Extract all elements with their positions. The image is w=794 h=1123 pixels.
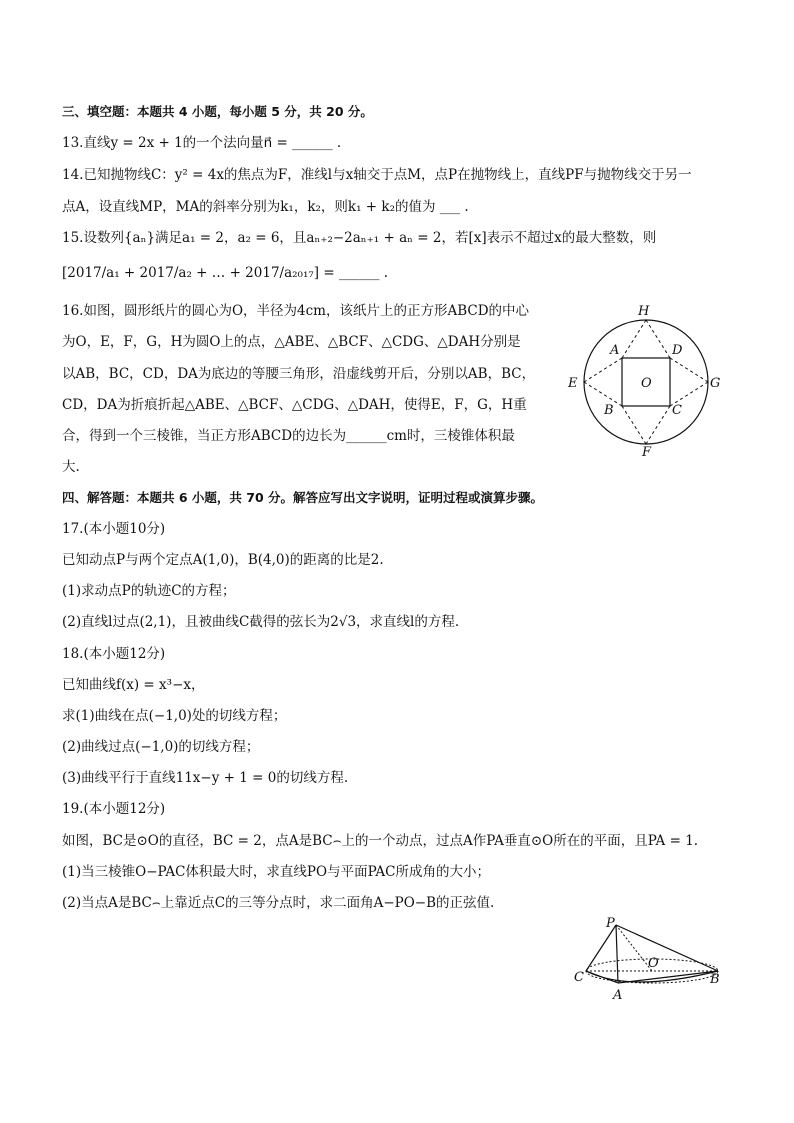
label-c: C: [672, 403, 682, 418]
section-4-title: 四、解答题：本题共 6 小题，共 70 分。解答应写出文字说明，证明过程或演算步骤。: [62, 490, 544, 505]
question-17-header: 17.(本小题10分): [62, 521, 166, 537]
question-15-line-1: 15.设数列{aₙ}满足a₁ = 2，a₂ = 6，且aₙ₊₂−2aₙ₊₁ + aₙ = 2，若[x]表示不超过x的最大整数，则: [62, 230, 657, 246]
label-o: O: [641, 376, 652, 391]
question-19-part-1: (1)当三棱锥O−PAC体积最大时，求直线PO与平面PAC所成角的大小；: [62, 864, 490, 880]
label-a: A: [610, 343, 620, 358]
question-16-line-1: 16.如图，圆形纸片的圆心为O，半径为4cm，该纸片上的正方形ABCD的中心: [62, 303, 530, 319]
question-14-line-1: 14.已知抛物线C：y² = 4x的焦点为F，准线l与x轴交于点M，点P在抛物线上，直线PF与抛物线交于另一: [62, 167, 692, 183]
question-17-part-2: (2)直线l过点(2,1)，且被曲线C截得的弦长为2√3，求直线l的方程.: [62, 614, 460, 630]
question-13: 13.直线y = 2x + 1的一个法向量n⃗ = ______ .: [62, 135, 342, 151]
section-3-title: 三、填空题：本题共 4 小题，每小题 5 分，共 20 分。: [62, 104, 373, 119]
question-15-line-2: [2017/a₁ + 2017/a₂ + … + 2017/a₂₀₁₇] = ______ .: [62, 265, 389, 281]
question-18-part-2: (2)曲线过点(−1,0)的切线方程；: [62, 739, 260, 755]
circle-base-front: [586, 971, 718, 982]
question-14-line-2: 点A，设直线MP，MA的斜率分别为k₁，k₂，则k₁ + k₂的值为 ___ .: [62, 199, 469, 215]
question-18-line-1: 已知曲线f(x) = x³−x，: [62, 677, 205, 693]
question-16-line-6: 大.: [62, 459, 80, 475]
figure-16-circle-square: [560, 298, 730, 458]
question-19-part-2: (2)当点A是BC⌢上靠近点C的三等分点时，求二面角A−PO−B的正弦值.: [62, 895, 495, 911]
label-g: G: [710, 376, 721, 391]
question-17-line-1: 已知动点P与两个定点A(1,0)，B(4,0)的距离的比是2.: [62, 552, 384, 568]
edge-pb: [616, 925, 718, 971]
question-19-line-1: 如图，BC是⊙O的直径，BC = 2，点A是BC⌢上的一个动点，过点A作PA垂直⊙O所在的平面，且PA = 1.: [62, 833, 699, 849]
question-19-header: 19.(本小题12分): [62, 801, 166, 817]
question-18-part-1: 求(1)曲线在点(−1,0)处的切线方程；: [62, 708, 287, 724]
edge-pa: [616, 925, 618, 983]
figure-19-cone: [570, 915, 730, 1005]
label-c: C: [574, 970, 584, 985]
label-e: E: [568, 376, 578, 391]
label-h: H: [638, 304, 650, 319]
edge-pc: [586, 925, 616, 971]
question-16-line-5: 合，得到一个三棱锥，当正方形ABCD的边长为______cm时，三棱锥体积最: [62, 428, 515, 444]
label-d: D: [672, 343, 683, 358]
edge-ca: [586, 971, 618, 983]
question-18-part-3: (3)曲线平行于直线11x−y + 1 = 0的切线方程.: [62, 770, 349, 786]
question-17-part-1: (1)求动点P的轨迹C的方程；: [62, 583, 236, 599]
label-p: P: [606, 916, 615, 931]
question-16-line-4: CD，DA为折痕折起△ABE、△BCF、△CDG、△DAH，使得E，F，G，H重: [62, 397, 527, 413]
question-18-header: 18.(本小题12分): [62, 646, 166, 662]
question-16-line-3: 以AB，BC，CD，DA为底边的等腰三角形，沿虚线剪开后，分别以AB，BC，: [62, 366, 536, 382]
edge-po: [616, 925, 652, 971]
label-o: O: [648, 956, 659, 971]
label-b: B: [604, 403, 614, 418]
label-b: B: [710, 972, 720, 987]
label-a: A: [613, 988, 623, 1003]
question-16-line-2: 为O，E，F，G，H为圆O上的点，△ABE、△BCF、△CDG、△DAH分别是: [62, 334, 521, 350]
edge-ab: [618, 971, 718, 983]
label-f: F: [642, 445, 652, 458]
